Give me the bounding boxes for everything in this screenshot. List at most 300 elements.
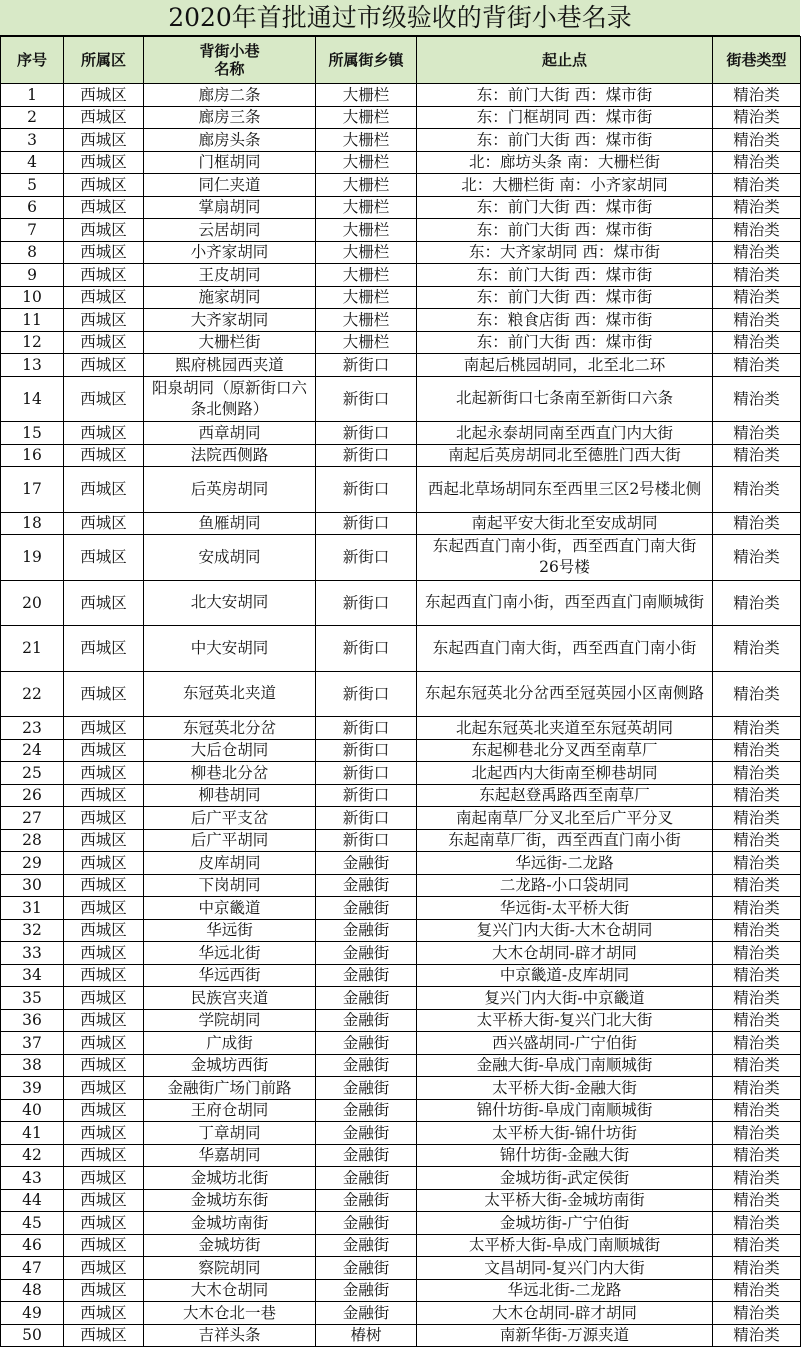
- table-row: [1, 784, 801, 807]
- cell-index: 28: [1, 829, 64, 852]
- cell-subdistrict: 大栅栏: [316, 84, 417, 107]
- cell-index: 32: [1, 919, 64, 942]
- cell-index: 23: [1, 717, 64, 740]
- table-row: [1, 535, 801, 581]
- cell-index: 37: [1, 1032, 64, 1055]
- cell-alley-type: 精治类: [713, 1189, 801, 1212]
- cell-subdistrict: 大栅栏: [316, 196, 417, 219]
- cell-alley-name: 金城坊东街: [144, 1189, 316, 1212]
- table-row: [1, 874, 801, 897]
- cell-alley-type: 精治类: [713, 1279, 801, 1302]
- cell-subdistrict: 新街口: [316, 807, 417, 830]
- cell-start-end: 复兴门内大街-中京畿道: [417, 987, 713, 1010]
- cell-alley-type: 精治类: [713, 196, 801, 219]
- cell-index: 13: [1, 354, 64, 377]
- cell-district: 西城区: [64, 1324, 144, 1347]
- cell-district: 西城区: [64, 717, 144, 740]
- cell-subdistrict: 大栅栏: [316, 151, 417, 174]
- cell-index: 41: [1, 1122, 64, 1145]
- cell-alley-name: 皮库胡同: [144, 852, 316, 875]
- cell-district: 西城区: [64, 219, 144, 242]
- table-row: [1, 376, 801, 422]
- table-row: [1, 1144, 801, 1167]
- cell-alley-name: 安成胡同: [144, 535, 316, 581]
- cell-subdistrict: 椿树: [316, 1324, 417, 1347]
- table-row: [1, 1032, 801, 1055]
- table-row: [1, 264, 801, 287]
- cell-alley-name: 中大安胡同: [144, 626, 316, 672]
- cell-alley-type: 精治类: [713, 219, 801, 242]
- cell-subdistrict: 金融街: [316, 1257, 417, 1280]
- cell-alley-type: 精治类: [713, 580, 801, 626]
- cell-alley-type: 精治类: [713, 1054, 801, 1077]
- cell-start-end: 南新华街-万源夹道: [417, 1324, 713, 1347]
- cell-index: 43: [1, 1167, 64, 1190]
- cell-subdistrict: 金融街: [316, 1234, 417, 1257]
- cell-alley-name: 王府仓胡同: [144, 1099, 316, 1122]
- cell-district: 西城区: [64, 807, 144, 830]
- cell-subdistrict: 大栅栏: [316, 286, 417, 309]
- cell-subdistrict: 大栅栏: [316, 309, 417, 332]
- cell-district: 西城区: [64, 1257, 144, 1280]
- cell-alley-type: 精治类: [713, 1122, 801, 1145]
- table-row: [1, 626, 801, 672]
- cell-district: 西城区: [64, 1234, 144, 1257]
- cell-index: 25: [1, 762, 64, 785]
- cell-alley-name: 掌扇胡同: [144, 196, 316, 219]
- cell-subdistrict: 大栅栏: [316, 264, 417, 287]
- cell-start-end: 东：门框胡同 西：煤市街: [417, 106, 713, 129]
- table-row: [1, 942, 801, 965]
- cell-district: 西城区: [64, 829, 144, 852]
- cell-index: 26: [1, 784, 64, 807]
- cell-start-end: 东：前门大街 西：煤市街: [417, 196, 713, 219]
- cell-subdistrict: 大栅栏: [316, 241, 417, 264]
- cell-district: 西城区: [64, 1054, 144, 1077]
- cell-district: 西城区: [64, 331, 144, 354]
- cell-district: 西城区: [64, 196, 144, 219]
- col-header-alley-type: 街巷类型: [713, 37, 801, 84]
- cell-subdistrict: 金融街: [316, 1144, 417, 1167]
- cell-alley-type: 精治类: [713, 784, 801, 807]
- cell-alley-type: 精治类: [713, 874, 801, 897]
- cell-alley-type: 精治类: [713, 354, 801, 377]
- cell-index: 5: [1, 174, 64, 197]
- cell-subdistrict: 金融街: [316, 1009, 417, 1032]
- cell-district: 西城区: [64, 1099, 144, 1122]
- col-header-index: 序号: [1, 37, 64, 84]
- cell-alley-type: 精治类: [713, 717, 801, 740]
- cell-alley-type: 精治类: [713, 1099, 801, 1122]
- cell-start-end: 中京畿道-皮库胡同: [417, 964, 713, 987]
- cell-alley-type: 精治类: [713, 309, 801, 332]
- cell-index: 3: [1, 129, 64, 152]
- cell-subdistrict: 金融街: [316, 1212, 417, 1235]
- cell-start-end: 大木仓胡同-辟才胡同: [417, 1302, 713, 1325]
- cell-alley-type: 精治类: [713, 1032, 801, 1055]
- cell-alley-type: 精治类: [713, 467, 801, 513]
- cell-subdistrict: 金融街: [316, 942, 417, 965]
- cell-index: 15: [1, 422, 64, 445]
- table-row: [1, 580, 801, 626]
- cell-start-end: 东起赵登禹路西至南草厂: [417, 784, 713, 807]
- cell-subdistrict: 新街口: [316, 376, 417, 422]
- cell-start-end: 华远街-太平桥大街: [417, 897, 713, 920]
- table-row: [1, 309, 801, 332]
- cell-index: 44: [1, 1189, 64, 1212]
- table-row: [1, 1257, 801, 1280]
- cell-start-end: 东：前门大街 西：煤市街: [417, 286, 713, 309]
- cell-subdistrict: 新街口: [316, 354, 417, 377]
- cell-subdistrict: 金融街: [316, 1302, 417, 1325]
- cell-subdistrict: 金融街: [316, 1032, 417, 1055]
- cell-index: 16: [1, 444, 64, 467]
- cell-alley-type: 精治类: [713, 919, 801, 942]
- table-row: [1, 1324, 801, 1347]
- cell-start-end: 南起平安大街北至安成胡同: [417, 512, 713, 535]
- cell-district: 西城区: [64, 919, 144, 942]
- table-row: [1, 739, 801, 762]
- table-row: [1, 1212, 801, 1235]
- cell-subdistrict: 金融街: [316, 1189, 417, 1212]
- cell-district: 西城区: [64, 535, 144, 581]
- table-row: [1, 1189, 801, 1212]
- cell-start-end: 东起西直门南小街，西至西直门南大街 26号楼: [417, 535, 713, 581]
- cell-district: 西城区: [64, 1032, 144, 1055]
- table-row: [1, 196, 801, 219]
- cell-alley-name: 民族宫夹道: [144, 987, 316, 1010]
- cell-index: 6: [1, 196, 64, 219]
- cell-index: 31: [1, 897, 64, 920]
- cell-start-end: 太平桥大街-阜成门南顺城街: [417, 1234, 713, 1257]
- cell-subdistrict: 金融街: [316, 964, 417, 987]
- cell-alley-type: 精治类: [713, 129, 801, 152]
- cell-alley-name: 法院西侧路: [144, 444, 316, 467]
- cell-district: 西城区: [64, 671, 144, 717]
- cell-subdistrict: 新街口: [316, 626, 417, 672]
- cell-start-end: 东起南草厂街，西至西直门南小街: [417, 829, 713, 852]
- cell-index: 33: [1, 942, 64, 965]
- cell-alley-name: 察院胡同: [144, 1257, 316, 1280]
- cell-start-end: 北起新街口七条南至新街口六条: [417, 376, 713, 422]
- cell-alley-type: 精治类: [713, 535, 801, 581]
- cell-subdistrict: 新街口: [316, 512, 417, 535]
- cell-start-end: 北起永泰胡同南至西直门内大街: [417, 422, 713, 445]
- cell-start-end: 华远北街-二龙路: [417, 1279, 713, 1302]
- cell-start-end: 文昌胡同-复兴门内大街: [417, 1257, 713, 1280]
- cell-index: 50: [1, 1324, 64, 1347]
- cell-index: 8: [1, 241, 64, 264]
- cell-alley-type: 精治类: [713, 1144, 801, 1167]
- cell-district: 西城区: [64, 286, 144, 309]
- cell-district: 西城区: [64, 942, 144, 965]
- cell-index: 1: [1, 84, 64, 107]
- table-row: [1, 354, 801, 377]
- cell-start-end: 华远街-二龙路: [417, 852, 713, 875]
- cell-district: 西城区: [64, 739, 144, 762]
- cell-index: 42: [1, 1144, 64, 1167]
- cell-start-end: 金城坊街-武定侯街: [417, 1167, 713, 1190]
- cell-start-end: 东：前门大街 西：煤市街: [417, 264, 713, 287]
- table-row: [1, 1054, 801, 1077]
- table-row: [1, 1009, 801, 1032]
- cell-alley-name: 东冠英北夹道: [144, 671, 316, 717]
- cell-subdistrict: 金融街: [316, 1279, 417, 1302]
- cell-alley-type: 精治类: [713, 512, 801, 535]
- cell-index: 38: [1, 1054, 64, 1077]
- cell-start-end: 东起西直门南大街，西至西直门南小街: [417, 626, 713, 672]
- cell-district: 西城区: [64, 1077, 144, 1100]
- cell-start-end: 北：大栅栏街 南：小齐家胡同: [417, 174, 713, 197]
- cell-index: 36: [1, 1009, 64, 1032]
- cell-alley-type: 精治类: [713, 1009, 801, 1032]
- cell-start-end: 南起后桃园胡同，北至北二环: [417, 354, 713, 377]
- cell-alley-name: 金城坊西街: [144, 1054, 316, 1077]
- cell-alley-type: 精治类: [713, 444, 801, 467]
- cell-alley-name: 熙府桃园西夹道: [144, 354, 316, 377]
- cell-alley-name: 东冠英北分岔: [144, 717, 316, 740]
- cell-alley-name: 廊房头条: [144, 129, 316, 152]
- cell-alley-type: 精治类: [713, 331, 801, 354]
- cell-district: 西城区: [64, 129, 144, 152]
- cell-start-end: 大木仓胡同-辟才胡同: [417, 942, 713, 965]
- cell-subdistrict: 大栅栏: [316, 174, 417, 197]
- cell-index: 47: [1, 1257, 64, 1280]
- cell-subdistrict: 大栅栏: [316, 106, 417, 129]
- cell-alley-type: 精治类: [713, 964, 801, 987]
- cell-start-end: 太平桥大街-金融大街: [417, 1077, 713, 1100]
- cell-subdistrict: 新街口: [316, 422, 417, 445]
- col-header-alley-name: 背街小巷 名称: [144, 37, 316, 84]
- col-header-start-end: 起止点: [417, 37, 713, 84]
- cell-start-end: 东起柳巷北分叉西至南草厂: [417, 739, 713, 762]
- cell-alley-name: 王皮胡同: [144, 264, 316, 287]
- cell-index: 9: [1, 264, 64, 287]
- table-row: [1, 897, 801, 920]
- cell-district: 西城区: [64, 444, 144, 467]
- cell-alley-type: 精治类: [713, 1167, 801, 1190]
- cell-alley-name: 金城坊街: [144, 1234, 316, 1257]
- cell-alley-name: 柳巷北分岔: [144, 762, 316, 785]
- cell-alley-name: 金城坊北街: [144, 1167, 316, 1190]
- cell-alley-type: 精治类: [713, 626, 801, 672]
- cell-alley-name: 阳泉胡同（原新街口六条北侧路）: [144, 376, 316, 422]
- cell-index: 49: [1, 1302, 64, 1325]
- cell-index: 7: [1, 219, 64, 242]
- table-row: [1, 241, 801, 264]
- table-row: [1, 1279, 801, 1302]
- header-row: [1, 37, 801, 84]
- cell-alley-type: 精治类: [713, 376, 801, 422]
- cell-district: 西城区: [64, 1279, 144, 1302]
- cell-alley-name: 廊房二条: [144, 84, 316, 107]
- cell-alley-name: 华远街: [144, 919, 316, 942]
- table-row: [1, 422, 801, 445]
- cell-index: 40: [1, 1099, 64, 1122]
- cell-alley-type: 精治类: [713, 829, 801, 852]
- cell-alley-name: 金城坊南街: [144, 1212, 316, 1235]
- cell-district: 西城区: [64, 1122, 144, 1145]
- cell-alley-name: 北大安胡同: [144, 580, 316, 626]
- cell-alley-type: 精治类: [713, 1302, 801, 1325]
- cell-alley-type: 精治类: [713, 1234, 801, 1257]
- cell-start-end: 南起后英房胡同北至德胜门西大街: [417, 444, 713, 467]
- cell-alley-type: 精治类: [713, 241, 801, 264]
- table-row: [1, 762, 801, 785]
- cell-index: 18: [1, 512, 64, 535]
- cell-district: 西城区: [64, 376, 144, 422]
- cell-alley-type: 精治类: [713, 897, 801, 920]
- cell-district: 西城区: [64, 241, 144, 264]
- cell-start-end: 北起西内大街南至柳巷胡同: [417, 762, 713, 785]
- cell-start-end: 东起东冠英北分岔西至冠英园小区南侧路: [417, 671, 713, 717]
- table-row: [1, 174, 801, 197]
- cell-district: 西城区: [64, 852, 144, 875]
- table-row: [1, 467, 801, 513]
- table-row: [1, 671, 801, 717]
- cell-alley-name: 大栅栏街: [144, 331, 316, 354]
- cell-district: 西城区: [64, 1189, 144, 1212]
- cell-alley-type: 精治类: [713, 422, 801, 445]
- cell-index: 14: [1, 376, 64, 422]
- cell-alley-name: 中京畿道: [144, 897, 316, 920]
- cell-subdistrict: 金融街: [316, 1077, 417, 1100]
- cell-subdistrict: 金融街: [316, 852, 417, 875]
- cell-index: 11: [1, 309, 64, 332]
- cell-alley-name: 华远西街: [144, 964, 316, 987]
- cell-alley-type: 精治类: [713, 942, 801, 965]
- cell-start-end: 东：前门大街 西：煤市街: [417, 84, 713, 107]
- cell-start-end: 东：粮食店街 西：煤市街: [417, 309, 713, 332]
- cell-start-end: 北起东冠英北夹道至东冠英胡同: [417, 717, 713, 740]
- cell-subdistrict: 金融街: [316, 874, 417, 897]
- cell-subdistrict: 大栅栏: [316, 331, 417, 354]
- cell-alley-type: 精治类: [713, 987, 801, 1010]
- cell-alley-type: 精治类: [713, 1212, 801, 1235]
- cell-district: 西城区: [64, 467, 144, 513]
- cell-alley-type: 精治类: [713, 807, 801, 830]
- col-header-district: 所属区: [64, 37, 144, 84]
- cell-alley-name: 大木仓北一巷: [144, 1302, 316, 1325]
- cell-index: 34: [1, 964, 64, 987]
- cell-alley-name: 廊房三条: [144, 106, 316, 129]
- cell-subdistrict: 金融街: [316, 897, 417, 920]
- cell-district: 西城区: [64, 1302, 144, 1325]
- cell-index: 10: [1, 286, 64, 309]
- cell-alley-type: 精治类: [713, 1324, 801, 1347]
- cell-alley-type: 精治类: [713, 151, 801, 174]
- cell-alley-name: 后广平胡同: [144, 829, 316, 852]
- cell-index: 19: [1, 535, 64, 581]
- alley-table: [0, 36, 801, 1347]
- cell-district: 西城区: [64, 309, 144, 332]
- cell-district: 西城区: [64, 626, 144, 672]
- table-row: [1, 919, 801, 942]
- table-body: [1, 84, 801, 1347]
- table-row: [1, 1077, 801, 1100]
- cell-alley-type: 精治类: [713, 739, 801, 762]
- cell-start-end: 东：大齐家胡同 西：煤市街: [417, 241, 713, 264]
- cell-alley-type: 精治类: [713, 264, 801, 287]
- cell-subdistrict: 新街口: [316, 717, 417, 740]
- cell-start-end: 北：廊坊头条 南：大栅栏街: [417, 151, 713, 174]
- cell-alley-name: 华远北街: [144, 942, 316, 965]
- cell-start-end: 东：前门大街 西：煤市街: [417, 219, 713, 242]
- table-row: [1, 84, 801, 107]
- cell-start-end: 锦什坊街-金融大街: [417, 1144, 713, 1167]
- cell-district: 西城区: [64, 84, 144, 107]
- cell-district: 西城区: [64, 987, 144, 1010]
- cell-start-end: 太平桥大街-锦什坊街: [417, 1122, 713, 1145]
- cell-index: 17: [1, 467, 64, 513]
- cell-alley-name: 云居胡同: [144, 219, 316, 242]
- cell-alley-type: 精治类: [713, 106, 801, 129]
- cell-alley-name: 柳巷胡同: [144, 784, 316, 807]
- cell-alley-type: 精治类: [713, 762, 801, 785]
- cell-start-end: 西起北草场胡同东至西里三区2号楼北侧: [417, 467, 713, 513]
- cell-alley-type: 精治类: [713, 174, 801, 197]
- table-row: [1, 717, 801, 740]
- cell-index: 20: [1, 580, 64, 626]
- cell-alley-name: 门框胡同: [144, 151, 316, 174]
- cell-alley-type: 精治类: [713, 286, 801, 309]
- cell-district: 西城区: [64, 422, 144, 445]
- table-row: [1, 852, 801, 875]
- cell-alley-name: 广成街: [144, 1032, 316, 1055]
- table-row: [1, 512, 801, 535]
- cell-index: 2: [1, 106, 64, 129]
- cell-index: 29: [1, 852, 64, 875]
- cell-subdistrict: 新街口: [316, 580, 417, 626]
- cell-district: 西城区: [64, 354, 144, 377]
- cell-alley-name: 小齐家胡同: [144, 241, 316, 264]
- cell-district: 西城区: [64, 1009, 144, 1032]
- cell-alley-name: 学院胡同: [144, 1009, 316, 1032]
- cell-district: 西城区: [64, 784, 144, 807]
- cell-index: 45: [1, 1212, 64, 1235]
- table-row: [1, 1302, 801, 1325]
- cell-subdistrict: 金融街: [316, 1054, 417, 1077]
- table-row: [1, 1099, 801, 1122]
- cell-alley-name: 西章胡同: [144, 422, 316, 445]
- cell-subdistrict: 新街口: [316, 739, 417, 762]
- cell-index: 21: [1, 626, 64, 672]
- cell-alley-type: 精治类: [713, 671, 801, 717]
- cell-district: 西城区: [64, 964, 144, 987]
- cell-index: 4: [1, 151, 64, 174]
- cell-subdistrict: 大栅栏: [316, 129, 417, 152]
- cell-subdistrict: 新街口: [316, 784, 417, 807]
- cell-district: 西城区: [64, 512, 144, 535]
- table-row: [1, 106, 801, 129]
- cell-start-end: 南起南草厂分叉北至后广平分叉: [417, 807, 713, 830]
- cell-start-end: 西兴盛胡同-广宁伯街: [417, 1032, 713, 1055]
- cell-alley-name: 大木仓胡同: [144, 1279, 316, 1302]
- cell-alley-type: 精治类: [713, 1257, 801, 1280]
- cell-district: 西城区: [64, 874, 144, 897]
- cell-alley-type: 精治类: [713, 1077, 801, 1100]
- cell-index: 46: [1, 1234, 64, 1257]
- cell-district: 西城区: [64, 174, 144, 197]
- cell-subdistrict: 新街口: [316, 829, 417, 852]
- cell-index: 39: [1, 1077, 64, 1100]
- table-row: [1, 286, 801, 309]
- cell-subdistrict: 新街口: [316, 762, 417, 785]
- cell-start-end: 东起西直门南小街，西至西直门南顺城街: [417, 580, 713, 626]
- cell-start-end: 太平桥大街-复兴门北大街: [417, 1009, 713, 1032]
- cell-index: 27: [1, 807, 64, 830]
- cell-subdistrict: 新街口: [316, 671, 417, 717]
